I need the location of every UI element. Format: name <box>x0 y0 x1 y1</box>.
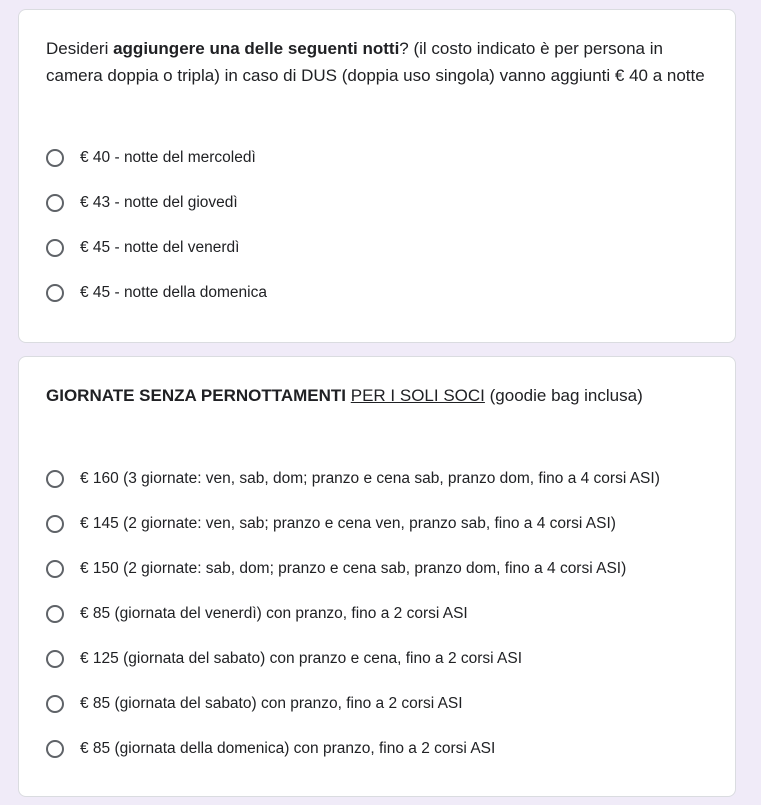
question-title-day-passes <box>46 382 706 409</box>
question-text-part: (goodie bag inclusa) <box>484 386 643 405</box>
radio-option-thursday-night[interactable] <box>46 191 238 215</box>
radio-option-sunday-night[interactable] <box>46 281 267 305</box>
radio-button[interactable] <box>46 515 64 533</box>
question-card-day-passes <box>18 356 736 797</box>
question-text-part: Desideri <box>46 39 114 58</box>
question-card-extra-nights <box>18 9 736 343</box>
radio-option-label: € 125 (giornata del sabato) con pranzo e cena, fino a 2 corsi ASI <box>80 650 523 667</box>
question-text-part: ? (il costo indicato è per persona in camera doppia o tripla) in caso di DUS (doppia uso singola) vanno aggiunti € 40 a notte <box>46 39 705 85</box>
radio-button[interactable] <box>46 740 64 758</box>
radio-button[interactable] <box>46 194 64 212</box>
radio-option-wednesday-night[interactable] <box>46 146 256 170</box>
question-title-extra-nights <box>46 35 706 89</box>
radio-button[interactable] <box>46 650 64 668</box>
radio-option-friday-lunch[interactable] <box>46 602 468 626</box>
radio-button[interactable] <box>46 284 64 302</box>
radio-option-label: € 150 (2 giornate: sab, dom; pranzo e cena sab, pranzo dom, fino a 4 corsi ASI) <box>80 560 627 577</box>
radio-option-label: € 43 - notte del giovedì <box>80 194 238 211</box>
question-text-bold: GIORNATE SENZA PERNOTTAMENTI <box>46 386 347 405</box>
radio-option-3-days[interactable] <box>46 467 660 491</box>
radio-option-sunday-lunch[interactable] <box>46 737 495 761</box>
radio-option-label: € 85 (giornata del sabato) con pranzo, fino a 2 corsi ASI <box>80 695 463 712</box>
radio-button[interactable] <box>46 695 64 713</box>
radio-button[interactable] <box>46 149 64 167</box>
radio-button[interactable] <box>46 560 64 578</box>
radio-button[interactable] <box>46 470 64 488</box>
radio-option-label: € 85 (giornata del venerdì) con pranzo, fino a 2 corsi ASI <box>80 605 468 622</box>
radio-option-label: € 160 (3 giornate: ven, sab, dom; pranzo e cena sab, pranzo dom, fino a 4 corsi ASI) <box>80 470 660 487</box>
radio-option-label: € 145 (2 giornate: ven, sab; pranzo e cena ven, pranzo sab, fino a 4 corsi ASI) <box>80 515 616 532</box>
radio-option-2-days-fri-sat[interactable] <box>46 512 616 536</box>
radio-button[interactable] <box>46 605 64 623</box>
radio-option-label: € 45 - notte del venerdì <box>80 239 240 256</box>
radio-option-saturday-lunch[interactable] <box>46 692 463 716</box>
radio-option-2-days-sat-sun[interactable] <box>46 557 626 581</box>
radio-option-friday-night[interactable] <box>46 236 239 260</box>
radio-option-label: € 45 - notte della domenica <box>80 284 267 301</box>
radio-option-saturday-lunch-dinner[interactable] <box>46 647 522 671</box>
radio-option-label: € 40 - notte del mercoledì <box>80 149 256 166</box>
radio-option-label: € 85 (giornata della domenica) con pranzo, fino a 2 corsi ASI <box>80 740 496 757</box>
question-text-underlined: PER I SOLI SOCI <box>350 386 485 405</box>
radio-button[interactable] <box>46 239 64 257</box>
question-text-bold: aggiungere una delle seguenti notti <box>113 39 400 58</box>
